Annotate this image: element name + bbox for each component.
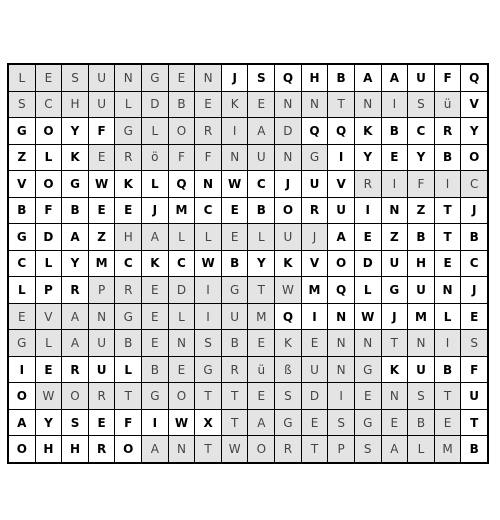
grid-cell[interactable]: W xyxy=(169,410,196,437)
grid-cell[interactable]: B xyxy=(169,92,196,119)
grid-cell[interactable]: E xyxy=(89,410,116,437)
grid-cell[interactable]: K xyxy=(115,171,142,198)
grid-cell[interactable]: K xyxy=(275,251,302,278)
grid-cell[interactable]: C xyxy=(461,251,488,278)
grid-cell[interactable]: R xyxy=(435,118,462,145)
grid-cell[interactable]: O xyxy=(36,171,63,198)
grid-cell[interactable]: I xyxy=(328,145,355,172)
grid-cell[interactable]: A xyxy=(62,330,89,357)
grid-cell[interactable]: I xyxy=(195,277,222,304)
grid-cell[interactable]: I xyxy=(222,118,249,145)
grid-cell[interactable]: O xyxy=(169,118,196,145)
grid-cell[interactable]: C xyxy=(195,198,222,225)
grid-cell[interactable]: N xyxy=(328,330,355,357)
grid-cell[interactable]: N xyxy=(328,304,355,331)
grid-cell[interactable]: D xyxy=(169,277,196,304)
grid-cell[interactable]: L xyxy=(9,277,36,304)
grid-cell[interactable]: L xyxy=(115,92,142,119)
grid-cell[interactable]: E xyxy=(302,410,329,437)
grid-cell[interactable]: S xyxy=(408,92,435,119)
grid-cell[interactable]: B xyxy=(62,198,89,225)
grid-cell[interactable]: V xyxy=(302,251,329,278)
grid-cell[interactable]: E xyxy=(222,198,249,225)
grid-cell[interactable]: G xyxy=(302,145,329,172)
grid-cell[interactable]: E xyxy=(115,198,142,225)
grid-cell[interactable]: ü xyxy=(248,357,275,384)
grid-cell[interactable]: I xyxy=(435,330,462,357)
grid-cell[interactable]: E xyxy=(222,224,249,251)
grid-cell[interactable]: G xyxy=(275,410,302,437)
grid-cell[interactable]: S xyxy=(275,383,302,410)
grid-cell[interactable]: Z xyxy=(9,145,36,172)
grid-cell[interactable]: W xyxy=(222,436,249,463)
grid-cell[interactable]: V xyxy=(461,92,488,119)
grid-cell[interactable]: E xyxy=(36,357,63,384)
grid-cell[interactable]: I xyxy=(435,171,462,198)
grid-cell[interactable]: L xyxy=(36,251,63,278)
grid-cell[interactable]: H xyxy=(36,436,63,463)
grid-cell[interactable]: O xyxy=(328,251,355,278)
grid-cell[interactable]: T xyxy=(195,383,222,410)
grid-cell[interactable]: E xyxy=(142,277,169,304)
grid-cell[interactable]: F xyxy=(195,145,222,172)
grid-cell[interactable]: S xyxy=(461,330,488,357)
grid-cell[interactable]: N xyxy=(408,330,435,357)
grid-cell[interactable]: ü xyxy=(435,92,462,119)
grid-cell[interactable]: B xyxy=(461,436,488,463)
grid-cell[interactable]: W xyxy=(89,171,116,198)
grid-cell[interactable]: O xyxy=(9,383,36,410)
grid-cell[interactable]: I xyxy=(195,304,222,331)
grid-cell[interactable]: W xyxy=(222,171,249,198)
grid-cell[interactable]: G xyxy=(142,383,169,410)
grid-cell[interactable]: S xyxy=(248,65,275,92)
grid-cell[interactable]: E xyxy=(169,65,196,92)
grid-cell[interactable]: J xyxy=(461,198,488,225)
grid-cell[interactable]: U xyxy=(89,330,116,357)
grid-cell[interactable]: U xyxy=(461,383,488,410)
grid-cell[interactable]: E xyxy=(9,304,36,331)
grid-cell[interactable]: U xyxy=(275,224,302,251)
word-search-grid xyxy=(7,63,489,464)
grid-cell[interactable]: H xyxy=(62,92,89,119)
grid-cell[interactable]: C xyxy=(408,118,435,145)
grid-cell[interactable]: S xyxy=(328,410,355,437)
grid-cell[interactable]: Q xyxy=(328,118,355,145)
grid-cell[interactable]: Y xyxy=(248,251,275,278)
grid-cell[interactable]: F xyxy=(36,198,63,225)
grid-cell[interactable]: E xyxy=(89,198,116,225)
grid-cell[interactable]: T xyxy=(328,92,355,119)
grid-cell[interactable]: J xyxy=(142,198,169,225)
grid-cell[interactable]: T xyxy=(222,410,249,437)
grid-cell[interactable]: C xyxy=(248,171,275,198)
grid-cell[interactable]: E xyxy=(382,145,409,172)
grid-cell[interactable]: T xyxy=(382,330,409,357)
grid-cell[interactable]: E xyxy=(89,145,116,172)
grid-cell[interactable]: T xyxy=(195,436,222,463)
grid-cell[interactable]: T xyxy=(435,383,462,410)
grid-cell[interactable]: R xyxy=(355,171,382,198)
grid-cell[interactable]: Z xyxy=(382,224,409,251)
grid-cell[interactable]: O xyxy=(9,436,36,463)
grid-cell[interactable]: B xyxy=(382,118,409,145)
grid-cell[interactable]: W xyxy=(195,251,222,278)
grid-cell[interactable]: O xyxy=(62,383,89,410)
grid-cell[interactable]: F xyxy=(461,357,488,384)
grid-cell[interactable]: E xyxy=(142,330,169,357)
grid-cell[interactable]: L xyxy=(9,65,36,92)
grid-cell[interactable]: D xyxy=(275,118,302,145)
grid-cell[interactable]: G xyxy=(62,171,89,198)
grid-cell[interactable]: L xyxy=(355,277,382,304)
grid-cell[interactable]: R xyxy=(302,198,329,225)
grid-cell[interactable]: O xyxy=(248,436,275,463)
grid-cell[interactable]: W xyxy=(275,277,302,304)
grid-cell[interactable]: N xyxy=(382,383,409,410)
grid-cell[interactable]: E xyxy=(355,383,382,410)
grid-cell[interactable]: L xyxy=(169,224,196,251)
grid-cell[interactable]: B xyxy=(9,198,36,225)
grid-cell[interactable]: M xyxy=(248,304,275,331)
grid-cell[interactable]: T xyxy=(435,198,462,225)
grid-cell[interactable]: I xyxy=(302,304,329,331)
grid-cell[interactable]: D xyxy=(302,383,329,410)
grid-cell[interactable]: R xyxy=(195,118,222,145)
grid-cell[interactable]: N xyxy=(222,145,249,172)
grid-cell[interactable]: E xyxy=(142,304,169,331)
grid-cell[interactable]: I xyxy=(355,198,382,225)
grid-cell[interactable]: B xyxy=(435,145,462,172)
grid-cell[interactable]: E xyxy=(36,65,63,92)
grid-cell[interactable]: U xyxy=(328,198,355,225)
grid-cell[interactable]: Q xyxy=(275,65,302,92)
grid-cell[interactable]: A xyxy=(62,224,89,251)
grid-cell[interactable]: T xyxy=(115,383,142,410)
grid-cell[interactable]: E xyxy=(248,92,275,119)
grid-cell[interactable]: D xyxy=(142,92,169,119)
grid-cell[interactable]: I xyxy=(382,171,409,198)
grid-cell[interactable]: C xyxy=(9,251,36,278)
grid-cell[interactable]: B xyxy=(248,198,275,225)
grid-cell[interactable]: I xyxy=(9,357,36,384)
grid-cell[interactable]: S xyxy=(195,330,222,357)
grid-cell[interactable]: N xyxy=(435,277,462,304)
grid-cell[interactable]: E xyxy=(435,410,462,437)
grid-cell[interactable]: Y xyxy=(62,251,89,278)
grid-cell[interactable]: A xyxy=(355,65,382,92)
grid-cell[interactable]: S xyxy=(9,92,36,119)
grid-cell[interactable]: A xyxy=(9,410,36,437)
grid-cell[interactable]: J xyxy=(302,224,329,251)
grid-cell[interactable]: U xyxy=(89,92,116,119)
grid-cell[interactable]: A xyxy=(248,410,275,437)
grid-cell[interactable]: Y xyxy=(408,145,435,172)
grid-cell[interactable]: C xyxy=(461,171,488,198)
grid-cell[interactable]: E xyxy=(382,410,409,437)
grid-cell[interactable]: U xyxy=(302,357,329,384)
grid-cell[interactable]: H xyxy=(62,436,89,463)
grid-cell[interactable]: N xyxy=(275,145,302,172)
grid-cell[interactable]: B xyxy=(142,357,169,384)
grid-cell[interactable]: Q xyxy=(302,118,329,145)
grid-cell[interactable]: E xyxy=(435,251,462,278)
grid-cell[interactable]: N xyxy=(302,92,329,119)
grid-cell[interactable]: O xyxy=(115,436,142,463)
grid-cell[interactable]: G xyxy=(115,118,142,145)
grid-cell[interactable]: S xyxy=(62,410,89,437)
grid-cell[interactable]: E xyxy=(355,224,382,251)
grid-cell[interactable]: V xyxy=(36,304,63,331)
grid-cell[interactable]: M xyxy=(169,198,196,225)
grid-cell[interactable]: M xyxy=(435,436,462,463)
grid-cell[interactable]: C xyxy=(36,92,63,119)
grid-cell[interactable]: ß xyxy=(275,357,302,384)
grid-cell[interactable]: G xyxy=(382,277,409,304)
grid-cell[interactable]: Q xyxy=(328,277,355,304)
grid-cell[interactable]: K xyxy=(222,92,249,119)
grid-cell[interactable]: N xyxy=(195,65,222,92)
grid-cell[interactable]: A xyxy=(62,304,89,331)
grid-cell[interactable]: N xyxy=(195,171,222,198)
grid-cell[interactable]: U xyxy=(222,304,249,331)
grid-cell[interactable]: Y xyxy=(461,118,488,145)
grid-cell[interactable]: ö xyxy=(142,145,169,172)
grid-cell[interactable]: G xyxy=(355,357,382,384)
grid-cell[interactable]: B xyxy=(435,357,462,384)
grid-cell[interactable]: Q xyxy=(169,171,196,198)
grid-cell[interactable]: G xyxy=(355,410,382,437)
grid-cell[interactable]: U xyxy=(408,357,435,384)
grid-cell[interactable]: R xyxy=(89,436,116,463)
grid-cell[interactable]: J xyxy=(275,171,302,198)
grid-cell[interactable]: U xyxy=(382,251,409,278)
grid-cell[interactable]: N xyxy=(115,65,142,92)
grid-cell[interactable]: A xyxy=(382,65,409,92)
grid-cell[interactable]: H xyxy=(115,224,142,251)
grid-cell[interactable]: W xyxy=(36,383,63,410)
grid-cell[interactable]: Y xyxy=(62,118,89,145)
grid-cell[interactable]: B xyxy=(222,330,249,357)
grid-cell[interactable]: O xyxy=(36,118,63,145)
grid-cell[interactable]: F xyxy=(89,118,116,145)
grid-cell[interactable]: G xyxy=(115,304,142,331)
grid-cell[interactable]: P xyxy=(328,436,355,463)
grid-cell[interactable]: G xyxy=(9,330,36,357)
grid-cell[interactable]: A xyxy=(382,436,409,463)
grid-cell[interactable]: R xyxy=(222,357,249,384)
grid-cell[interactable]: N xyxy=(355,330,382,357)
grid-cell[interactable]: N xyxy=(328,357,355,384)
grid-cell[interactable]: O xyxy=(275,198,302,225)
grid-cell[interactable]: I xyxy=(382,92,409,119)
grid-cell[interactable]: Z xyxy=(89,224,116,251)
grid-cell[interactable]: L xyxy=(169,304,196,331)
grid-cell[interactable]: T xyxy=(302,436,329,463)
grid-cell[interactable]: J xyxy=(382,304,409,331)
grid-cell[interactable]: V xyxy=(328,171,355,198)
grid-cell[interactable]: U xyxy=(302,171,329,198)
grid-cell[interactable]: D xyxy=(355,251,382,278)
grid-cell[interactable]: Q xyxy=(275,304,302,331)
grid-cell[interactable]: W xyxy=(355,304,382,331)
grid-cell[interactable]: B xyxy=(408,410,435,437)
grid-cell[interactable]: R xyxy=(62,357,89,384)
grid-cell[interactable]: N xyxy=(275,92,302,119)
grid-cell[interactable]: R xyxy=(115,277,142,304)
grid-cell[interactable]: N xyxy=(89,304,116,331)
grid-cell[interactable]: H xyxy=(302,65,329,92)
grid-cell[interactable]: J xyxy=(222,65,249,92)
grid-cell[interactable]: O xyxy=(169,383,196,410)
grid-cell[interactable]: L xyxy=(142,118,169,145)
grid-cell[interactable]: X xyxy=(195,410,222,437)
grid-cell[interactable]: P xyxy=(89,277,116,304)
grid-cell[interactable]: R xyxy=(275,436,302,463)
grid-cell[interactable]: A xyxy=(142,436,169,463)
grid-cell[interactable]: O xyxy=(461,145,488,172)
grid-cell[interactable]: T xyxy=(248,277,275,304)
grid-cell[interactable]: V xyxy=(9,171,36,198)
grid-cell[interactable]: F xyxy=(408,171,435,198)
grid-cell[interactable]: T xyxy=(222,383,249,410)
grid-cell[interactable]: B xyxy=(328,65,355,92)
grid-cell[interactable]: U xyxy=(89,357,116,384)
grid-cell[interactable]: E xyxy=(302,330,329,357)
grid-cell[interactable]: D xyxy=(36,224,63,251)
grid-cell[interactable]: B xyxy=(461,224,488,251)
grid-cell[interactable]: S xyxy=(62,65,89,92)
grid-cell[interactable]: K xyxy=(62,145,89,172)
grid-cell[interactable]: T xyxy=(435,224,462,251)
grid-cell[interactable]: E xyxy=(169,357,196,384)
grid-cell[interactable]: U xyxy=(408,65,435,92)
grid-cell[interactable]: J xyxy=(461,277,488,304)
grid-cell[interactable]: S xyxy=(355,436,382,463)
grid-cell[interactable]: R xyxy=(62,277,89,304)
grid-cell[interactable]: M xyxy=(89,251,116,278)
grid-cell[interactable]: H xyxy=(408,251,435,278)
grid-cell[interactable]: Y xyxy=(36,410,63,437)
grid-cell[interactable]: L xyxy=(435,304,462,331)
grid-cell[interactable]: A xyxy=(328,224,355,251)
grid-cell[interactable]: T xyxy=(461,410,488,437)
grid-cell[interactable]: P xyxy=(36,277,63,304)
grid-cell[interactable]: Z xyxy=(408,198,435,225)
grid-cell[interactable]: Y xyxy=(355,145,382,172)
grid-cell[interactable]: E xyxy=(248,383,275,410)
grid-cell[interactable]: K xyxy=(142,251,169,278)
grid-cell[interactable]: K xyxy=(355,118,382,145)
grid-cell[interactable]: U xyxy=(248,145,275,172)
grid-cell[interactable]: G xyxy=(195,357,222,384)
grid-cell[interactable]: I xyxy=(142,410,169,437)
grid-cell[interactable]: F xyxy=(435,65,462,92)
grid-cell[interactable]: M xyxy=(408,304,435,331)
grid-cell[interactable]: U xyxy=(89,65,116,92)
grid-cell[interactable]: F xyxy=(115,410,142,437)
grid-cell[interactable]: B xyxy=(408,224,435,251)
grid-cell[interactable]: L xyxy=(195,224,222,251)
grid-cell[interactable]: A xyxy=(248,118,275,145)
grid-cell[interactable]: R xyxy=(89,383,116,410)
grid-cell[interactable]: G xyxy=(222,277,249,304)
grid-cell[interactable]: F xyxy=(169,145,196,172)
grid-cell[interactable]: C xyxy=(169,251,196,278)
grid-cell[interactable]: N xyxy=(355,92,382,119)
grid-cell[interactable]: R xyxy=(115,145,142,172)
grid-cell[interactable]: L xyxy=(115,357,142,384)
grid-cell[interactable]: N xyxy=(169,330,196,357)
grid-cell[interactable]: C xyxy=(115,251,142,278)
grid-cell[interactable]: N xyxy=(382,198,409,225)
grid-cell[interactable]: K xyxy=(275,330,302,357)
grid-cell[interactable]: G xyxy=(9,224,36,251)
grid-cell[interactable]: U xyxy=(408,277,435,304)
grid-cell[interactable]: E xyxy=(461,304,488,331)
grid-cell[interactable]: L xyxy=(36,145,63,172)
grid-cell[interactable]: L xyxy=(248,224,275,251)
grid-cell[interactable]: E xyxy=(195,92,222,119)
grid-cell[interactable]: G xyxy=(142,65,169,92)
grid-cell[interactable]: S xyxy=(408,383,435,410)
grid-cell[interactable]: L xyxy=(36,330,63,357)
grid-cell[interactable]: Q xyxy=(461,65,488,92)
grid-cell[interactable]: E xyxy=(248,330,275,357)
grid-cell[interactable]: M xyxy=(302,277,329,304)
grid-cell[interactable]: B xyxy=(222,251,249,278)
grid-cell[interactable]: I xyxy=(328,383,355,410)
grid-cell[interactable]: L xyxy=(142,171,169,198)
grid-cell[interactable]: G xyxy=(9,118,36,145)
grid-cell[interactable]: B xyxy=(115,330,142,357)
grid-cell[interactable]: N xyxy=(169,436,196,463)
grid-cell[interactable]: A xyxy=(142,224,169,251)
grid-cell[interactable]: L xyxy=(408,436,435,463)
grid-cell[interactable]: K xyxy=(382,357,409,384)
